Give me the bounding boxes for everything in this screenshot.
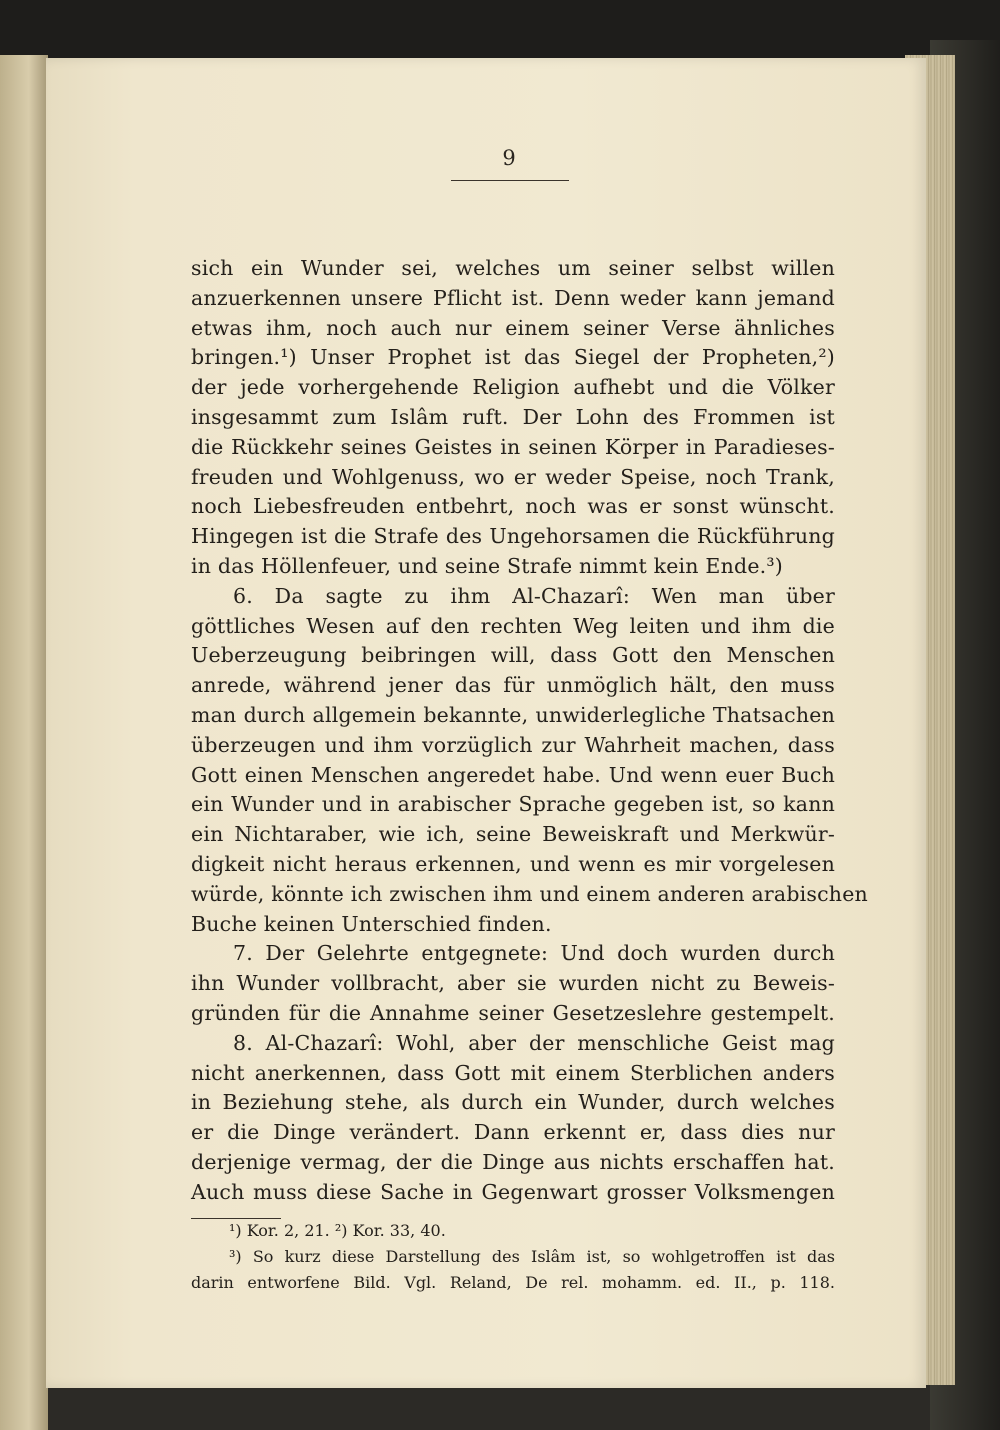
text-line: anrede, während jener das für unmöglich hält, den muss [191, 673, 835, 698]
body-text [191, 254, 868, 1208]
text-line: Buche keinen Unterschied finden. [191, 911, 552, 936]
text-line: gründen für die Annahme seiner Gesetzeslehre gestempelt. [191, 1000, 835, 1025]
text-line: er die Dinge verändert. Dann erkennt er, dass dies nur [191, 1120, 835, 1145]
text-line: ein Wunder und in arabischer Sprache gegeben ist, so kann [191, 792, 835, 817]
text-line: digkeit nicht heraus erkennen, und wenn es mir vorgelesen [191, 851, 835, 876]
text-line: 7. Der Gelehrte entgegnete: Und doch wurden durch [233, 941, 835, 966]
book-page [46, 58, 926, 1388]
footnotes [191, 1218, 835, 1296]
previous-page-edge [0, 55, 48, 1430]
text-line: in das Höllenfeuer, und seine Strafe nimmt kein Ende.³) [191, 553, 783, 578]
footnote-line: ¹) Kor. 2, 21. ²) Kor. 33, 40. [229, 1221, 446, 1240]
header-rule [451, 180, 569, 181]
text-line: Ueberzeugung beibringen will, dass Gott den Menschen [191, 643, 835, 668]
text-line: würde, könnte ich zwischen ihm und einem anderen arabischen [191, 881, 868, 906]
text-line: bringen.¹) Unser Prophet ist das Siegel der Propheten,²) [191, 345, 835, 370]
text-line: insgesammt zum Islâm ruft. Der Lohn des Frommen ist [191, 404, 835, 429]
text-line: 6. Da sagte zu ihm Al-Chazarî: Wen man über [233, 583, 835, 608]
text-line: Auch muss diese Sache in Gegenwart grosser Volksmengen [191, 1179, 835, 1204]
text-line: nicht anerkennen, dass Gott mit einem Sterblichen anders [191, 1060, 835, 1085]
text-line: 8. Al-Chazarî: Wohl, aber der menschliche Geist mag [233, 1030, 835, 1055]
text-line: freuden und Wohlgenuss, wo er weder Speise, noch Trank, [191, 464, 835, 489]
text-line: noch Liebesfreuden entbehrt, noch was er sonst wünscht. [191, 494, 835, 519]
footnote-line: darin entworfene Bild. Vgl. Reland, De rel. mohamm. ed. II., p. 118. [191, 1273, 835, 1292]
text-line: der jede vorhergehende Religion aufhebt und die Völker [191, 375, 835, 400]
text-line: göttliches Wesen auf den rechten Weg leiten und ihm die [191, 613, 835, 638]
text-line: derjenige vermag, der die Dinge aus nichts erschaffen hat. [191, 1149, 835, 1174]
text-line: etwas ihm, noch auch nur einem seiner Verse ähnliches [191, 315, 835, 340]
footnote-line: ³) So kurz diese Darstellung des Islâm ist, so wohlgetroffen ist das [229, 1247, 835, 1266]
text-line: man durch allgemein bekannte, unwiderlegliche Thatsachen [191, 702, 835, 727]
text-line: die Rückkehr seines Geistes in seinen Körper in Paradieses- [191, 434, 835, 459]
text-line: ein Nichtaraber, wie ich, seine Beweiskraft und Merkwür- [191, 822, 835, 847]
text-line: Hingegen ist die Strafe des Ungehorsamen die Rückführung [191, 524, 835, 549]
text-line: in Beziehung stehe, als durch ein Wunder, durch welches [191, 1090, 835, 1115]
page-number: 9 [502, 146, 516, 170]
text-line: Gott einen Menschen angeredet habe. Und wenn euer Buch [191, 762, 835, 787]
text-line: anzuerkennen unsere Pflicht ist. Denn weder kann jemand [191, 285, 835, 310]
text-line: überzeugen und ihm vorzüglich zur Wahrheit machen, dass [191, 732, 835, 757]
text-line: ihn Wunder vollbracht, aber sie wurden nicht zu Beweis- [191, 971, 835, 996]
text-line: sich ein Wunder sei, welches um seiner selbst willen [191, 256, 835, 280]
